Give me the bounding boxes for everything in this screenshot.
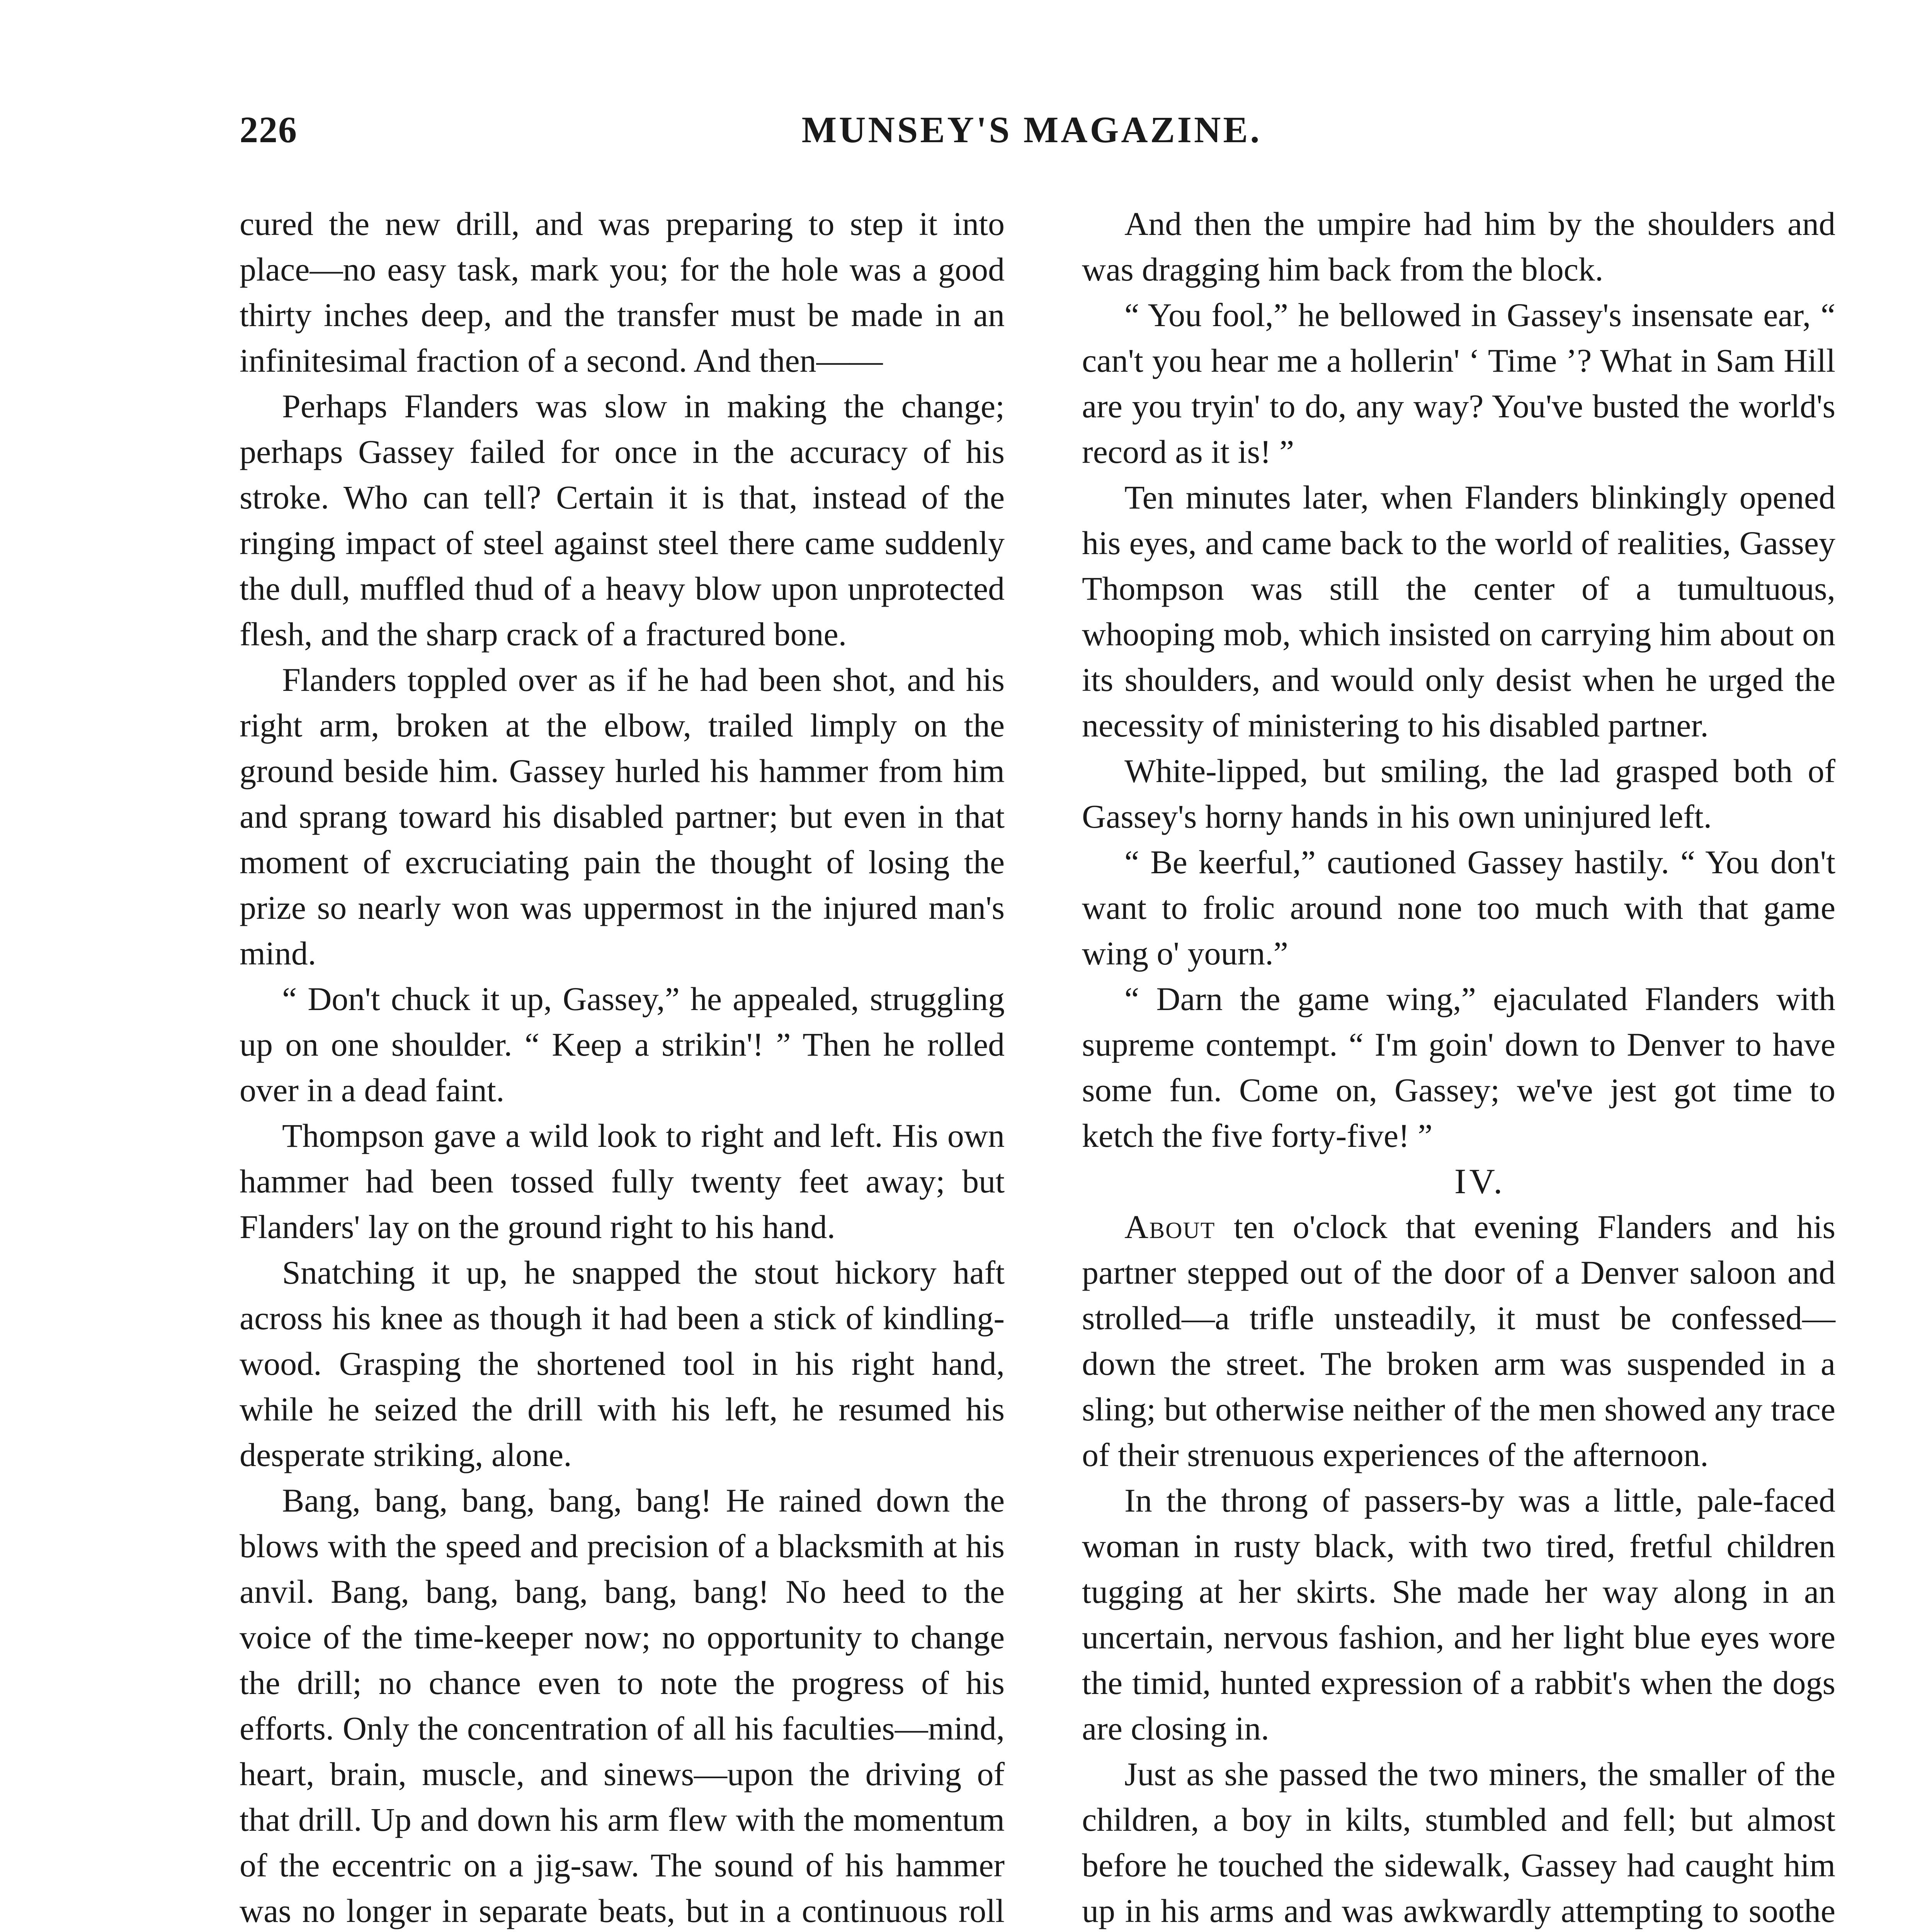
section-heading: IV. <box>1454 1162 1506 1201</box>
paragraph: Ten minutes later, when Flanders blinkingly opened his eyes, and came back to the world of realities, Gassey Thompson was still the center of a tumultuous, whooping mob, which insisted on carrying him about on its shoulders, and would only desist when he urged the necessity of ministering to his disabled partner. <box>1082 479 1835 744</box>
paragraph: cured the new drill, and was preparing to step it into place—no easy task, mark you; for the hole was a good thirty inches deep, and the transfer must be made in an infinitesimal fraction of a second. And then—— <box>240 205 1005 379</box>
paragraph: White-lipped, but smiling, the lad grasped both of Gassey's horny hands in his own uninjured left. <box>1082 752 1835 835</box>
paragraph: Just as she passed the two miners, the smaller of the children, a boy in kilts, stumbled and fell; but almost before he touched the sidewalk, Gassey had caught him up in his arms and was awkwardly attempting to soothe <box>1082 1755 1835 1929</box>
paragraph: Perhaps Flanders was slow in making the change; perhaps Gassey failed for once in the accuracy of his stroke. Who can tell? Certain it is that, instead of the ringing impact of steel against steel there came suddenly the dull, muffled thud of a heavy blow upon unprotected flesh, and the sharp crack of a fractured bone. <box>240 388 1005 653</box>
paragraph: “ Darn the game wing,” ejaculated Flanders with supreme contempt. “ I'm goin' down to Denver to have some fun. Come on, Gassey; we've jest got time to ketch the five forty-five! ” <box>1082 980 1835 1154</box>
right-column <box>1082 201 1835 1932</box>
paragraph: “ Don't chuck it up, Gassey,” he appealed, struggling up on one shoulder. “ Keep a strikin'! ” Then he rolled over in a dead faint. <box>240 980 1005 1109</box>
page-number: 226 <box>240 109 298 150</box>
paragraph-text: ten o'clock that evening Flanders and his partner stepped out of the door of a Denver saloon and strolled—a trifle unsteadily, it must be confessed—down the street. The broken arm was suspended in a sling; but otherwise neither of the men showed any trace of their strenuous experiences of the afternoon. <box>1082 1208 1835 1473</box>
page-header <box>240 108 1824 158</box>
paragraph: Snatching it up, he snapped the stout hickory haft across his knee as though it had been a stick of kindling-wood. Grasping the shortened tool in his right hand, while he seized the drill with his left, he resumed his desperate striking, alone. <box>240 1254 1005 1473</box>
paragraph: “ Be keerful,” cautioned Gassey hastily. “ You don't want to frolic around none too much with that game wing o' yourn.” <box>1082 844 1835 972</box>
lead-word: About <box>1124 1208 1216 1245</box>
paragraph: Bang, bang, bang, bang, bang! He rained down the blows with the speed and precision of a blacksmith at his anvil. Bang, bang, bang, bang, bang! No heed to the voice of the time-keeper now; no opportunity to change the drill; no chance even to note the progress of his efforts. Only the concentration of all his faculties—mind, heart, brain, muscle, and sinews—upon the driving of that drill. Up and down his arm flew with the momentum of the eccentric on a jig-saw. The sound of his hammer was no longer in separate beats, but in a continuous roll <box>240 1482 1005 1929</box>
section-opening-paragraph <box>1082 1204 1835 1478</box>
paragraph: In the throng of passers-by was a little, pale-faced woman in rusty black, with two tired, fretful children tugging at her skirts. She made her way along in an uncertain, nervous fashion, and her light blue eyes wore the timid, hunted expression of a rabbit's when the dogs are closing in. <box>1082 1482 1835 1747</box>
running-head: MUNSEY'S MAGAZINE. <box>801 109 1262 150</box>
paragraph: And then the umpire had him by the shoulders and was dragging him back from the block. <box>1082 205 1835 288</box>
paragraph: “ You fool,” he bellowed in Gassey's insensate ear, “ can't you hear me a hollerin' ‘ Time ’? What in Sam Hill are you tryin' to do, any way? You've busted the world's record as it is! ” <box>1082 296 1835 470</box>
left-column <box>240 201 1005 1932</box>
paragraph: Flanders toppled over as if he had been shot, and his right arm, broken at the elbow, trailed limply on the ground beside him. Gassey hurled his hammer from him and sprang toward his disabled partner; but even in that moment of excruciating pain the thought of losing the prize so nearly won was uppermost in the injured man's mind. <box>240 661 1005 972</box>
paragraph: Thompson gave a wild look to right and left. His own hammer had been tossed fully twenty feet away; but Flanders' lay on the ground right to his hand. <box>240 1117 1005 1245</box>
